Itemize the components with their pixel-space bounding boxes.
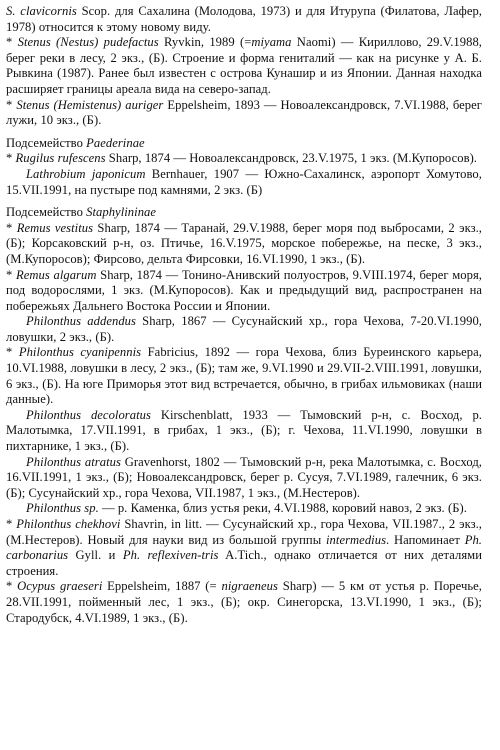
taxon-name: nigraeneus — [221, 579, 278, 594]
taxon-name: Philonthus addendus — [26, 314, 136, 329]
entry-ocypus-graeseri — [6, 579, 482, 626]
entry-philonthus-cyanipennis — [6, 345, 482, 407]
text-run: Подсемейство — [6, 205, 87, 220]
taxon-name: Philonthus decoloratus — [26, 407, 151, 422]
text-run: * — [6, 517, 17, 531]
taxon-name: Ph. reflexiven-tris — [122, 548, 219, 563]
text-run: * — [6, 220, 17, 235]
entry-philonthus-addendus — [6, 314, 482, 345]
text-run: * — [6, 151, 16, 166]
text-run: * — [6, 97, 17, 112]
taxon-name: Remus vestitus — [16, 220, 94, 235]
text-run: Eppelsheim, 1887 (= — [102, 579, 222, 594]
text-run: * — [6, 579, 18, 594]
text-run: Kirschenblatt, 1933 — Тымовский р-н, с. Восход, р. Малотымка, 17.VII.1991, в грибах, 1 экз., (Б); г. Чехова, 11.VI.1990, ловушки в пихтарнике, 1 экз., (Б). — [6, 407, 482, 454]
text-run: Shavrin, in litt. — Сусунайский хр., гора Чехова, VII.1987., 2 экз., (М.Нестеров). Новый для науки вид из большой группы — [6, 517, 482, 547]
entry-remus-algarum — [6, 268, 482, 315]
entry-remus-vestitus — [6, 221, 482, 268]
subfamily-staphylininae — [6, 205, 482, 221]
taxon-name: Remus algarum — [16, 267, 97, 282]
taxon-name: Philonthus sp. — [26, 501, 99, 516]
text-run: Gyll. и — [68, 548, 123, 563]
taxon-name: intermedius — [326, 532, 387, 547]
taxon-name: Philonthus chekhovi — [16, 517, 121, 531]
text-run: A.Tich., однако отличается от них деталями строения. — [6, 548, 482, 578]
text-run: Sharp, 1874 — Новоалександровск, 23.V.1975, 1 экз. (М.Купоросов). — [105, 151, 478, 166]
text-run: Sharp, 1867 — Сусунайский хр., гора Чехова, 7-20.VI.1990, ловушки, 2 экз., (Б). — [6, 314, 482, 344]
taxon-name: Ph. carbonarius — [6, 532, 483, 563]
entry-stenus-pudefactus — [6, 35, 482, 97]
entry-philonthus-decoloratus — [6, 408, 482, 455]
text-run: Bernhauer, 1907 — Южно-Сахалинск, аэропорт Хомутово, 15.VII.1991, на пустыре под камнями, 2 экз. (Б) — [6, 166, 482, 197]
entry-philonthus-chekhovi — [6, 517, 482, 579]
text-run: * — [6, 345, 19, 360]
entry-stenus-clavicornis — [6, 4, 482, 35]
taxon-name: Paederinae — [86, 135, 145, 150]
entry-philonthus-atratus — [6, 455, 482, 502]
text-run: Fabricius, 1892 — гора Чехова, близ Буреинского карьера, 10.VI.1988, ловушки в лесу, 2 экз., (Б); там же, 9.VI.1990 и 29.VII-2.VIII.1991, ловушки, 6 экз., (Б). На юге Приморья этот вид встречается, обычно, в грибах ильмовиках (наши данные). — [6, 345, 482, 407]
text-run: Naomi) — Кириллово, 29.V.1988, берег реки в лесу, 2 экз., (Б). Строение и форма гениталий — как на рисунке у А. Б. Рывкина (1987). Ранее был известен с острова Кунашир и из Японии. Данная находка расширяет границы ареала вида на северо-запад. — [6, 35, 483, 96]
taxon-name: Stenus (Nestus) pudefactus — [17, 35, 159, 50]
text-run: Sharp, 1874 — Таранай, 29.V.1988, берег моря под выбросами, 2 экз., (Б); Корсаковский р-н, оз. Птичье, 16.V.1975, морское побережье, на песке, 3 экз., (М.Купоросов); Фирсово, дельта Фирсовки, 16.VI.1990, 1 экз., (Б). — [6, 220, 483, 266]
taxon-name: Stenus (Hemistenus) auriger — [16, 97, 164, 112]
text-run: Eppelsheim, 1893 — Новоалександровск, 7.VI.1988, берег лужи, 10 экз., (Б). — [6, 97, 482, 128]
taxon-name: S. clavicornis — [6, 4, 77, 18]
text-run: Подсемейство — [6, 135, 87, 150]
text-run: Ryvkin, 1989 (= — [158, 35, 252, 50]
taxon-name: miyama — [251, 35, 292, 50]
text-run: Gravenhorst, 1802 — Тымовский р-н, река Малотымка, с. Восход, 16.VII.1991, 1 экз., (Б); Новоалександровск, берег р. Сусуя, 7.VI.1989, галечник, 6 экз. (Б); Сусунайский хр., гора Чехова, VII.1987, 1 экз., (М.Нестеров). — [6, 454, 482, 500]
text-run: Sharp, 1874 — Тонино-Анивский полуостров, 9.VIII.1974, берег моря, под водорослями, 1 экз. (М.Купоросов). Как и предыдущий вид, распространен на побережьях Дальнего Востока России и Японии. — [6, 267, 483, 313]
entry-philonthus-sp — [6, 501, 482, 517]
entry-lathrobium-japonicum — [6, 167, 482, 198]
taxon-name: Rugilus rufescens — [15, 151, 106, 166]
entry-stenus-auriger — [6, 98, 482, 129]
text-run: Scop. для Сахалина (Молодова, 1973) и для Итурупа (Филатова, Лафер, 1978) относится к этому новому виду. — [6, 4, 482, 34]
text-run: — р. Каменка, близ устья реки, 4.VI.1988, коровий навоз, 2 экз. (Б). — [98, 501, 467, 516]
taxon-name: Philonthus cyanipennis — [18, 345, 142, 360]
text-run: * — [6, 35, 18, 50]
taxon-name: Philonthus atratus — [26, 454, 121, 469]
text-run: Sharp) — 5 км от устья р. Поречье, 28.VII.1991, пойменный лес, 1 экз., (Б); окр. Синегорска, 13.VI.1990, 1 экз., (Б); Стародубск, 4.VI.1989, 1 экз., (Б). — [6, 579, 482, 625]
entry-rugilus-rufescens — [6, 151, 482, 167]
text-run: * — [6, 267, 16, 282]
taxon-name: Staphylininae — [86, 205, 157, 220]
taxon-name: Lathrobium japonicum — [26, 166, 146, 181]
subfamily-paederinae — [6, 136, 482, 152]
text-run: . Напоминает — [386, 532, 465, 547]
taxon-name: Ocypus graeseri — [17, 579, 103, 594]
